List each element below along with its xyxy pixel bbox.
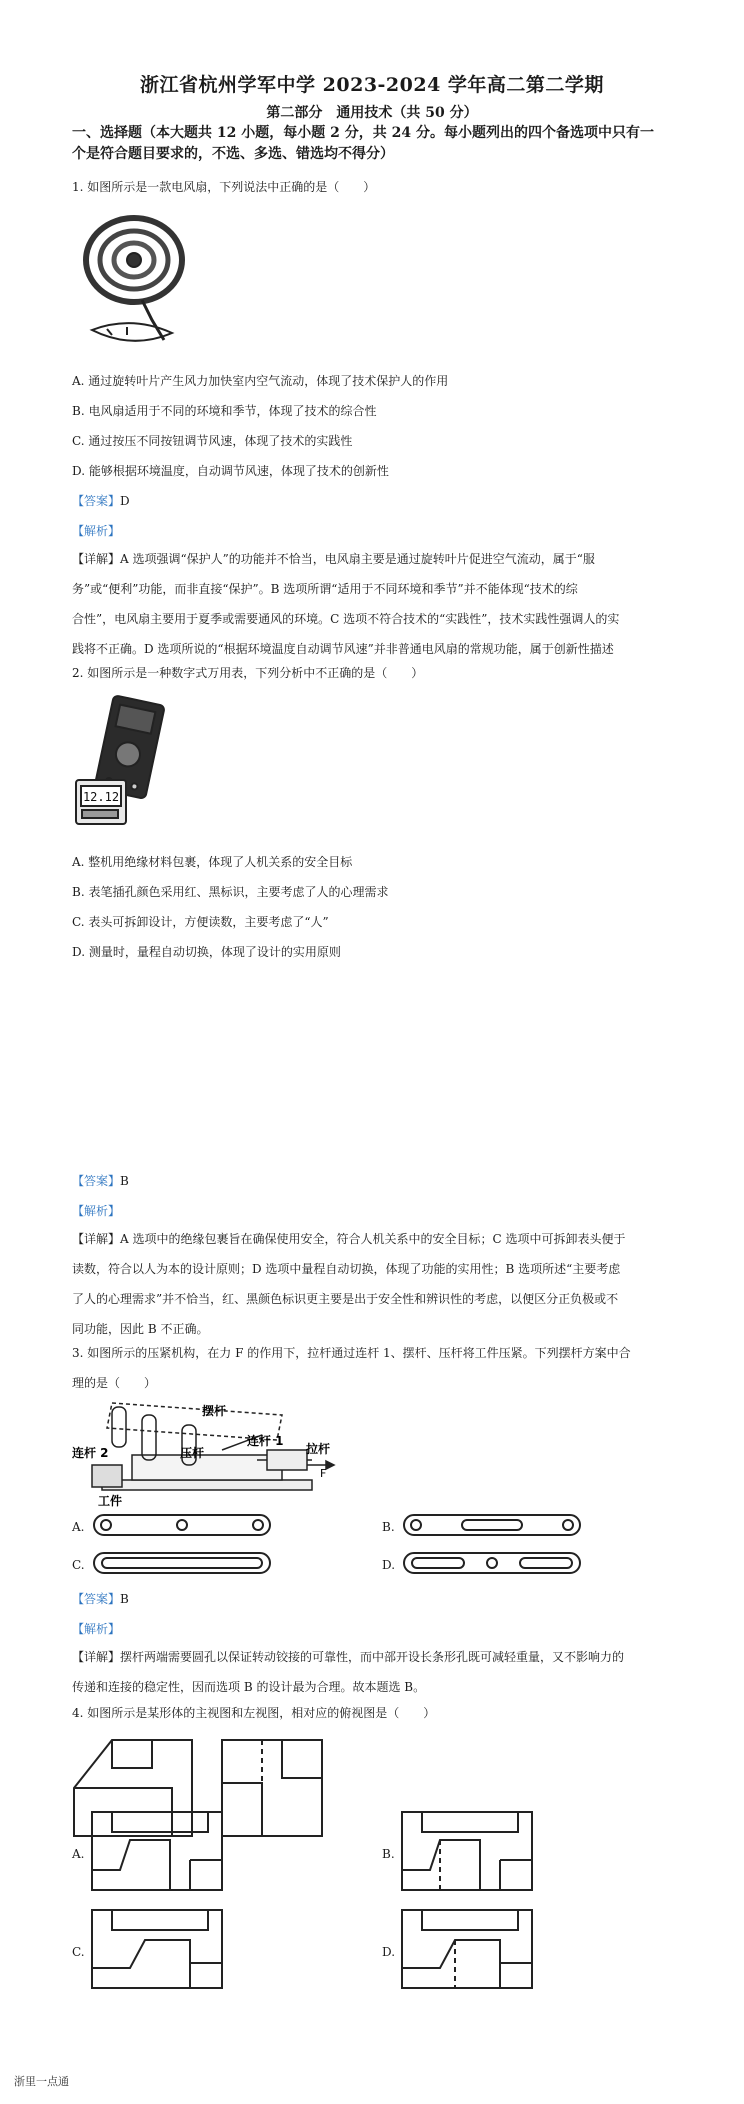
q4-option-c-view [90, 1908, 224, 1990]
clamp-mechanism-figure [72, 1395, 342, 1510]
q3-detail-line1: 【详解】摆杆两端需要圆孔以保证转动铰接的可靠性，而中部开设长条形孔既可减轻重量，又不影响力的 [72, 1650, 625, 1664]
q2-option-b: B. 表笔插孔颜色采用红、黑标识，主要考虑了人的心理需求 [72, 885, 389, 899]
q3-option-b-letter: B. [382, 1520, 395, 1534]
q3-option-d-link [402, 1550, 582, 1576]
q4-option-a-letter: A. [72, 1847, 85, 1861]
q1-option-d: D. 能够根据环境温度，自动调节风速，体现了技术的创新性 [72, 464, 389, 478]
q2-stem: 2. 如图所示是一种数字式万用表，下列分析中不正确的是（ ） [72, 666, 424, 680]
q3-option-d-letter: D. [382, 1558, 396, 1572]
q1-detail-line4: 践将不正确。D 选项所说的“根据环境温度自动调节风速”并非普通电风扇的常规功能，属于创新性描述 [72, 642, 614, 656]
q2-analysis-label: 【解析】 [72, 1204, 121, 1218]
q3-option-c-letter: C. [72, 1558, 85, 1572]
q3-stem-line2: 理的是（ ） [72, 1376, 157, 1390]
q3-option-a-link [92, 1512, 272, 1538]
page-subtitle: 第二部分 通用技术（共 50 分） [266, 105, 478, 121]
q1-answer [72, 492, 130, 509]
q3-detail-line2: 传递和连接的稳定性，因而选项 B 的设计最为合理。故本题选 B。 [72, 1680, 426, 1694]
meter-display-reading: 12.12 [82, 790, 120, 804]
label-force: F [320, 1467, 327, 1480]
label-yagan: 压杆 [180, 1446, 205, 1460]
q4-option-d-letter: D. [382, 1945, 396, 1959]
q3-option-c-link [92, 1550, 272, 1576]
q1-answer-label: 【答案】 [72, 494, 121, 508]
label-lagan: 拉杆 [306, 1442, 331, 1456]
q2-detail-line1: 【详解】A 选项中的绝缘包裹旨在确保使用安全，符合人机关系中的安全目标；C 选项中可拆卸表头便于 [72, 1232, 626, 1246]
q1-detail-line1: 【详解】A 选项强调“保护人”的功能并不恰当，电风扇主要是通过旋转叶片促进空气流动，属于“服 [72, 552, 595, 566]
q2-option-a: A. 整机用绝缘材料包裹，体现了人机关系的安全目标 [72, 855, 353, 869]
footer-watermark: 浙里一点通 [14, 2075, 69, 2088]
q3-answer-label: 【答案】 [72, 1592, 121, 1606]
label-baigan: 摆杆 [202, 1404, 227, 1418]
q2-answer-label: 【答案】 [72, 1174, 121, 1188]
q2-option-d: D. 测量时，量程自动切换，体现了设计的实用原则 [72, 945, 341, 959]
fan-figure [72, 205, 202, 355]
section-heading [72, 123, 692, 165]
q2-option-c: C. 表头可拆卸设计，方便读数，主要考虑了“人” [72, 915, 329, 929]
label-liangan2: 连杆 2 [72, 1446, 109, 1460]
q2-detail-line2: 读数，符合以人为本的设计原则；D 选项中量程自动切换，体现了功能的实用性；B 选项所述“主要考虑 [72, 1262, 621, 1276]
q1-option-c: C. 通过按压不同按钮调节风速，体现了技术的实践性 [72, 434, 353, 448]
q2-answer [72, 1172, 129, 1189]
section-heading-line1: 一、选择题（本大题共 12 小题，每小题 2 分，共 24 分。每小题列出的四个备选项中只有一 [72, 125, 654, 141]
q2-detail-line4: 同功能，因此 B 不正确。 [72, 1322, 209, 1336]
q1-detail-line2: 务”或“便利”功能，而非直接“保护”。B 选项所谓“适用于不同环境和季节”并不能体现“技术的综 [72, 582, 578, 596]
label-liangan1: 连杆 1 [247, 1434, 284, 1448]
q3-answer-value: B [120, 1592, 129, 1606]
q1-analysis-label: 【解析】 [72, 524, 121, 538]
q3-stem-line1: 3. 如图所示的压紧机构，在力 F 的作用下，拉杆通过连杆 1、摆杆、压杆将工件压紧。下列摆杆方案中合 [72, 1346, 631, 1360]
label-gongjian: 工件 [98, 1494, 123, 1508]
q3-analysis-label: 【解析】 [72, 1622, 121, 1636]
q1-detail [72, 544, 692, 664]
q3-stem [72, 1338, 692, 1398]
q3-detail [72, 1642, 692, 1702]
q2-detail [72, 1224, 692, 1344]
q4-stem: 4. 如图所示是某形体的主视图和左视图，相对应的俯视图是（ ） [72, 1706, 436, 1720]
q1-option-a: A. 通过旋转叶片产生风力加快室内空气流动，体现了技术保护人的作用 [72, 374, 449, 388]
q1-stem: 1. 如图所示是一款电风扇，下列说法中正确的是（ ） [72, 180, 376, 194]
section-heading-line2: 个是符合题目要求的，不选、多选、错选均不得分） [72, 146, 394, 162]
q1-option-b: B. 电风扇适用于不同的环境和季节，体现了技术的综合性 [72, 404, 377, 418]
q4-option-d-view [400, 1908, 534, 1990]
page-title: 浙江省杭州学军中学 2023-2024 学年高二第二学期 [140, 74, 604, 96]
q1-detail-line3: 合性”，电风扇主要用于夏季或需要通风的环境。C 选项不符合技术的“实践性”，技术实践性强调人的实 [72, 612, 620, 626]
q3-option-a-letter: A. [72, 1520, 85, 1534]
multimeter-figure [72, 690, 177, 840]
q4-option-b-letter: B. [382, 1847, 395, 1861]
q3-option-b-link [402, 1512, 582, 1538]
q4-option-b-view [400, 1810, 534, 1892]
q1-answer-value: D [120, 494, 130, 508]
q2-detail-line3: 了人的心理需求”并不恰当，红、黑颜色标识更主要是出于安全性和辨识性的考虑，以便区分正负极或不 [72, 1292, 619, 1306]
q4-option-a-view [90, 1810, 224, 1892]
q4-option-c-letter: C. [72, 1945, 85, 1959]
q2-answer-value: B [120, 1174, 129, 1188]
q3-answer [72, 1590, 129, 1607]
